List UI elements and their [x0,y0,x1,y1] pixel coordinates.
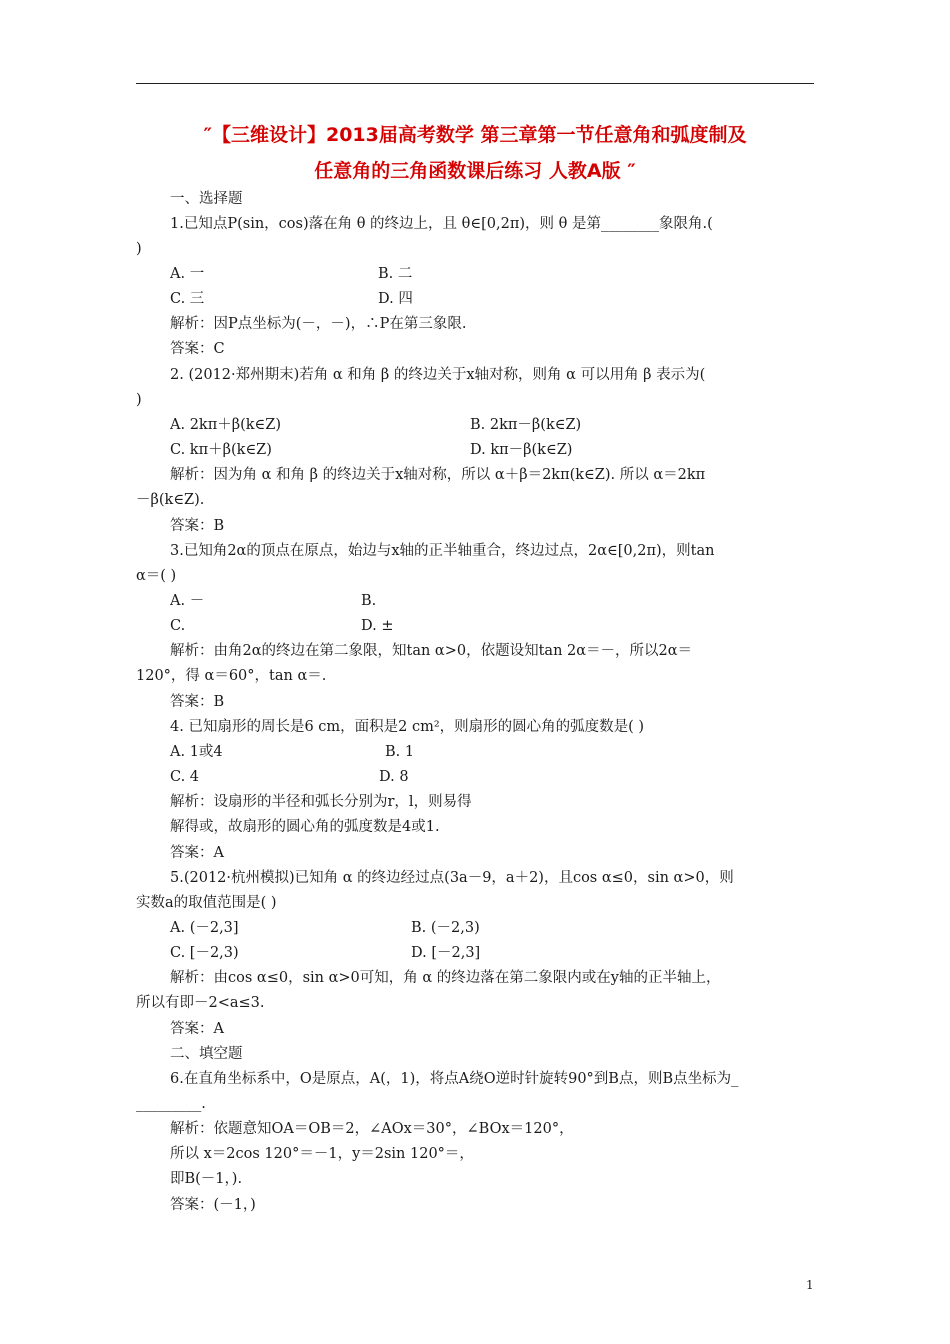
question-3-answer: 答案：B [170,694,225,710]
question-5-option-d: D. [－2,3] [411,945,481,961]
question-4-answer: 答案：A [170,845,224,861]
question-1-option-c: C. 三 [170,291,205,307]
question-2-answer: 答案：B [170,518,225,534]
page-number: 1 [806,1278,814,1292]
question-3-analysis: 解析：由角2α的终边在第二象限，知tan α>0，依题设知tan 2α＝－，所以2α＝ [170,643,693,659]
question-4-option-a: A. 1或4 [170,744,223,760]
question-1-text-cont: ) [136,241,142,257]
document-title-line-1: ″【三维设计】2013届高考数学 第三章第一节任意角和弧度制及 [203,124,747,146]
question-3-option-c: C. [170,618,186,634]
question-5-text: 5.(2012·杭州模拟)已知角 α 的终边经过点(3a－9，a＋2)，且cos α≤0，sin α>0，则 [170,870,734,886]
section-heading-fill: 二、填空题 [170,1046,243,1062]
question-5-text-cont: 实数a的取值范围是( ) [136,895,277,911]
question-2-text-cont: ) [136,392,142,408]
question-1-analysis: 解析：因P点坐标为(－，－)，∴P在第三象限. [170,316,467,332]
question-4-analysis-cont: 解得或，故扇形的圆心角的弧度数是4或1. [170,819,440,835]
question-5-option-c: C. [－2,3) [170,945,239,961]
section-heading-choice: 一、选择题 [170,191,243,207]
question-5-option-a: A. (－2,3] [170,920,239,936]
question-6-analysis-cont-1: 所以 x＝2cos 120°＝－1，y＝2sin 120°＝， [170,1146,474,1162]
question-6-text: 6.在直角坐标系中，O是原点，A(，1)，将点A绕O逆时针旋转90°到B点，则B点坐标为_ [170,1071,739,1087]
document-title-line-2: 任意角的三角函数课后练习 人教A版 ″ [314,160,636,182]
question-3-option-b: B. [361,593,377,609]
question-4-option-d: D. 8 [379,769,409,785]
question-1-option-d: D. 四 [378,291,413,307]
question-4-analysis: 解析：设扇形的半径和弧长分别为r，l，则易得 [170,794,472,810]
question-4-text: 4. 已知扇形的周长是6 cm，面积是2 cm²，则扇形的圆心角的弧度数是( ) [170,719,645,735]
question-4-option-c: C. 4 [170,769,200,785]
question-5-analysis-cont: 所以有即－2<a≤3. [136,995,265,1011]
question-1-option-a: A. 一 [170,266,205,282]
question-2-option-d: D. kπ－β(k∈Z) [470,442,573,458]
question-6-answer: 答案：(－1，) [170,1197,256,1213]
question-1-answer: 答案：C [170,341,225,357]
question-6-analysis-cont-2: 即B(－1，). [170,1171,243,1187]
question-5-analysis: 解析：由cos α≤0，sin α>0可知，角 α 的终边落在第二象限内或在y轴的正半轴上， [170,970,721,986]
question-6-text-cont: _________. [136,1096,206,1112]
question-2-option-a: A. 2kπ＋β(k∈Z) [170,417,282,433]
header-rule [136,83,814,84]
question-3-option-d: D. ± [361,618,394,634]
question-2-option-c: C. kπ＋β(k∈Z) [170,442,272,458]
question-1-text: 1.已知点P(sin，cos)落在角 θ 的终边上，且 θ∈[0,2π)，则 θ 是第________象限角.( [170,216,713,232]
question-1-option-b: B. 二 [378,266,413,282]
question-2-option-b: B. 2kπ－β(k∈Z) [470,417,582,433]
question-5-answer: 答案：A [170,1021,224,1037]
question-3-text: 3.已知角2α的顶点在原点，始边与x轴的正半轴重合，终边过点，2α∈[0,2π)，则tan [170,543,715,559]
question-6-analysis: 解析：依题意知OA＝OB＝2，∠AOx＝30°，∠BOx＝120°， [170,1121,574,1137]
question-3-option-a: A. － [170,593,205,609]
question-3-text-cont: α＝( ) [136,568,177,584]
question-4-option-b: B. 1 [385,744,415,760]
question-2-analysis: 解析：因为角 α 和角 β 的终边关于x轴对称，所以 α＋β＝2kπ(k∈Z). 所以 α＝2kπ [170,467,706,483]
question-5-option-b: B. (－2,3) [411,920,480,936]
question-2-text: 2. (2012·郑州期末)若角 α 和角 β 的终边关于x轴对称，则角 α 可以用角 β 表示为( [170,367,706,383]
question-3-analysis-cont: 120°，得 α＝60°，tan α＝. [136,668,327,684]
question-2-analysis-cont: －β(k∈Z). [136,492,205,508]
